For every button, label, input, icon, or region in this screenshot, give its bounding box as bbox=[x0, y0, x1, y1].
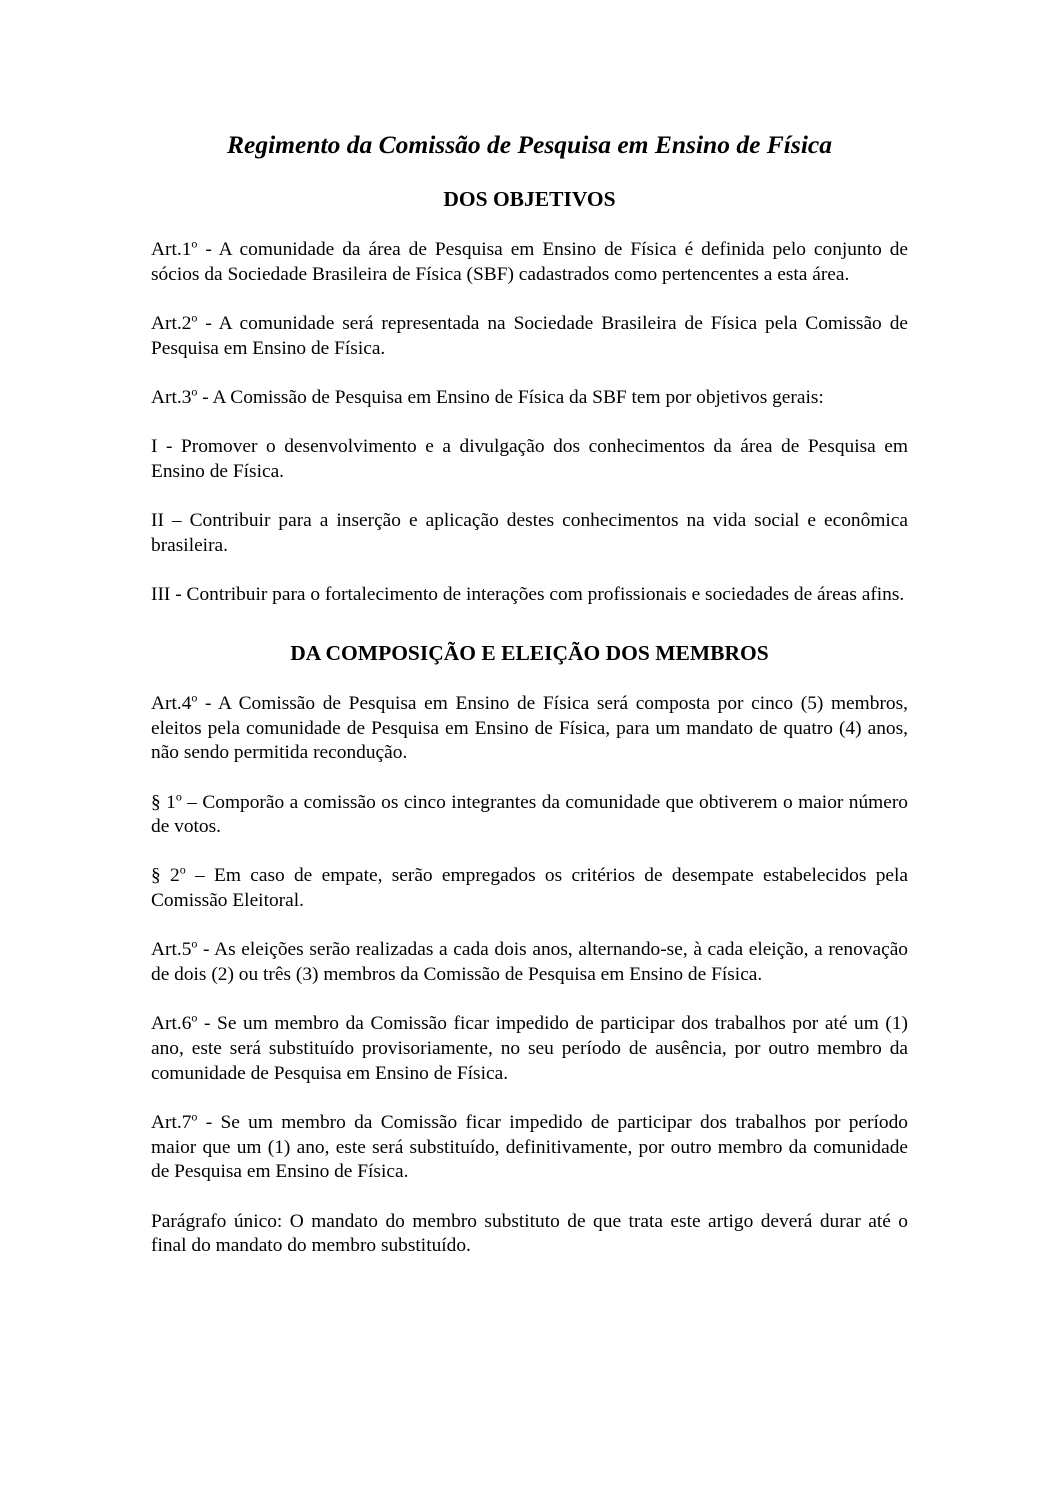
paragraph-number: § 1 bbox=[151, 791, 176, 813]
ordinal-indicator: o bbox=[191, 690, 198, 705]
paragraph-text: Parágrafo único: O mandato do membro substituto de que trata este artigo deverá durar até o final do mandato do membro substituído. bbox=[151, 1210, 908, 1257]
paragraph-text: – Em caso de empate, serão empregados os critérios de desempate estabelecidos pela Comissão Eleitoral. bbox=[151, 865, 908, 912]
article-text: - A Comissão de Pesquisa em Ensino de Física da SBF tem por objetivos gerais: bbox=[197, 386, 824, 408]
article-number: Art.2 bbox=[151, 312, 192, 334]
document-title: Regimento da Comissão de Pesquisa em Ensino de Física bbox=[227, 130, 832, 159]
article-number: Art.5 bbox=[151, 939, 192, 961]
article-7 bbox=[151, 1111, 908, 1185]
item-text: III - Contribuir para o fortalecimento de interações com profissionais e sociedades de áreas afins. bbox=[151, 584, 905, 606]
ordinal-indicator: o bbox=[191, 1109, 198, 1124]
ordinal-indicator: o bbox=[191, 236, 198, 251]
article-text: - A comunidade será representada na Sociedade Brasileira de Física pela Comissão de Pesquisa em Ensino de Física. bbox=[151, 312, 908, 359]
article-number: Art.7 bbox=[151, 1112, 192, 1134]
section-heading-composicao: DA COMPOSIÇÃO E ELEIÇÃO DOS MEMBROS bbox=[290, 640, 769, 665]
article-4 bbox=[151, 692, 908, 766]
paragraph-text: – Comporão a comissão os cinco integrantes da comunidade que obtiverem o maior número de votos. bbox=[151, 791, 908, 838]
objective-item-3 bbox=[151, 583, 908, 608]
article-2 bbox=[151, 312, 908, 361]
article-3 bbox=[151, 386, 908, 411]
paragraph-number: § 2 bbox=[151, 865, 180, 887]
ordinal-indicator: o bbox=[191, 310, 198, 325]
article-number: Art.4 bbox=[151, 692, 192, 714]
article-text: - Se um membro da Comissão ficar impedido de participar dos trabalhos por período maior que um (1) ano, este será substituído, definitivamente, por outro membro da comunidade de Pesquisa em Ensino de Física. bbox=[151, 1112, 908, 1183]
article-5 bbox=[151, 938, 908, 987]
article-number: Art.1 bbox=[151, 239, 192, 260]
ordinal-indicator: o bbox=[191, 384, 198, 399]
item-text: I - Promover o desenvolvimento e a divulgação dos conhecimentos da área de Pesquisa em Ensino de Física. bbox=[151, 436, 908, 482]
objective-item-2 bbox=[151, 509, 908, 558]
objective-item-1 bbox=[151, 435, 908, 484]
article-text: - A comunidade da área de Pesquisa em Ensino de Física é definida pelo conjunto de sócios da Sociedade Brasileira de Física (SBF) cadastrados como pertencentes a esta área. bbox=[151, 239, 908, 285]
item-text: II – Contribuir para a inserção e aplicação destes conhecimentos na vida social e econômica brasileira. bbox=[151, 510, 908, 556]
ordinal-indicator: o bbox=[175, 789, 182, 804]
article-number: Art.3 bbox=[151, 386, 192, 408]
paragrafo-unico bbox=[151, 1210, 908, 1259]
section-heading-objetivos: DOS OBJETIVOS bbox=[443, 187, 616, 211]
ordinal-indicator: o bbox=[191, 937, 198, 951]
article-1 bbox=[151, 238, 908, 287]
article-6 bbox=[151, 1012, 908, 1086]
article-text: - A Comissão de Pesquisa em Ensino de Física será composta por cinco (5) membros, eleitos pela comunidade de Pesquisa em Ensino de Física, para um mandato de quatro (4) anos, não sendo permitida recondução. bbox=[151, 692, 908, 764]
ordinal-indicator: o bbox=[179, 863, 186, 878]
document-page bbox=[151, 128, 908, 1259]
paragraph-1 bbox=[151, 791, 908, 840]
paragraph-2 bbox=[151, 864, 908, 913]
article-number: Art.6 bbox=[151, 1013, 192, 1035]
article-text: - As eleições serão realizadas a cada dois anos, alternando-se, à cada eleição, a renovação de dois (2) ou três (3) membros da Comissão de Pesquisa em Ensino de Física. bbox=[151, 939, 908, 986]
article-text: - Se um membro da Comissão ficar impedido de participar dos trabalhos por até um (1) ano, este será substituído provisoriamente, no seu período de ausência, por outro membro da comunidade de Pesquisa em Ensino de Física. bbox=[151, 1013, 908, 1084]
ordinal-indicator: o bbox=[191, 1010, 198, 1025]
